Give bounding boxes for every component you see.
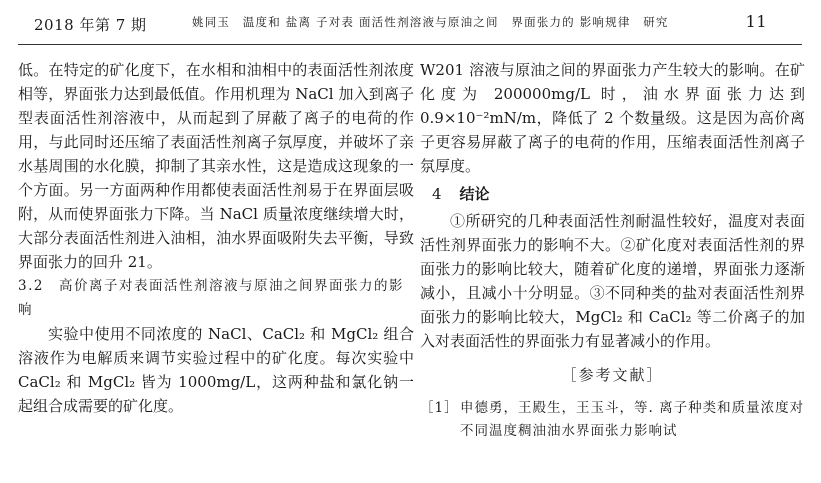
right-column [420,58,805,443]
running-header [0,0,821,44]
body-paragraph: 实验中使用不同浓度的 NaCl、CaCl₂ 和 MgCl₂ 组合溶液作为电解质来调节实验过程中的矿化度。每次实验中 CaCl₂ 和 MgCl₂ 皆为 1000mg/L，这两种盐和氯化钠一起组合成需要的矿化度。 [18,325,414,415]
section-number: 4 [432,185,442,203]
body-paragraph: W201 溶液与原油之间的界面张力产生较大的影响。在矿化度为 200000mg/L 时，油水界面张力达到 0.9×10⁻²mN/m，降低了 2 个数量级。这是因为高价离子更容易屏蔽了离子的电荷的作用，压缩表面活性剂离子氛厚度。 [420,61,805,175]
journal-issue: 2018 年第 7 期 [34,16,147,34]
subsection-heading: 3.2 高价离子对表面活性剂溶液与原油之间界面张力的影响 [18,278,404,318]
left-column [18,58,414,418]
reference-item [420,397,805,443]
page-number: 11 [745,12,767,31]
reference-text: 申德勇，王殿生，王玉斗，等. 离子种类和质量浓度对不同温度稠油油水界面张力影响试 [460,400,805,439]
section-title: 结论 [459,185,490,203]
running-title: 姚同玉 温度和 盐离 子对表 面活性剂溶液与原油之间 界面张力的 影响规律 研究 [192,15,669,29]
body-paragraph: 低。在特定的矿化度下，在水相和油相中的表面活性剂浓度相等，界面张力达到最低值。作用机理为 NaCl 加入到离子型表面活性剂溶液中，从而起到了屏蔽了离子的电荷的作用，与此同时还压缩了表面活性剂离子氛厚度，并破坏了亲水基周围的水化膜，抑制了其亲水性，这是造成这现象的一个方面。另一方面两种作用都使表面活性剂易于在界面层吸附，从而使界面张力下降。当 NaCl 质量浓度继续增大时，大部分表面活性剂进入油相，油水界面吸附失去平衡，导致界面张力的回升 21。 [18,61,414,271]
references-heading: ［参考文献］ [561,366,664,384]
header-rule [18,44,802,45]
section-heading [420,182,805,206]
conclusion-paragraph: ①所研究的几种表面活性剂耐温性较好，温度对表面活性剂界面张力的影响不大。②矿化度对表面活性剂的界面张力的影响比较大，随着矿化度的递增，界面张力逐渐减小，且减小十分明显。③不同种类的盐对表面活性剂界面张力的影响比较大，MgCl₂ 和 CaCl₂ 等二价离子的加入对表面活性的界面张力有显著减小的作用。 [420,212,805,350]
reference-number: ［1］ [420,400,459,416]
